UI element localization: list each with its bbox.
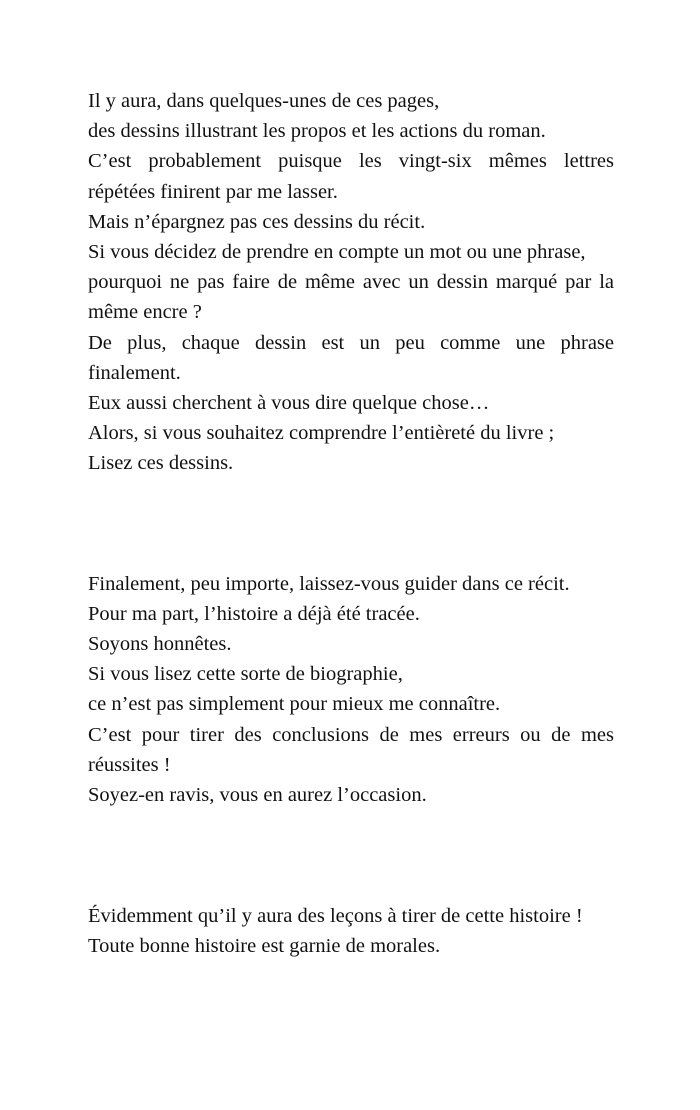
text-line: Finalement, peu importe, laissez-vous guider dans ce récit.	[88, 572, 570, 595]
text-line: pourquoi ne pas faire de même avec un dessin marqué par la même encre ?	[88, 271, 614, 324]
text-line: des dessins illustrant les propos et les actions du roman.	[88, 120, 546, 143]
text-line: Toute bonne histoire est garnie de morales.	[88, 935, 441, 958]
text-line: Il y aura, dans quelques-unes de ces pages,	[88, 90, 440, 112]
text-line: Si vous lisez cette sorte de biographie,	[88, 663, 403, 686]
text-line: Évidemment qu’il y aura des leçons à tirer de cette histoire !	[88, 905, 583, 928]
paragraph-guidance	[88, 569, 614, 811]
book-page	[88, 86, 614, 962]
text-line: Eux aussi cherchent à vous dire quelque chose…	[88, 392, 490, 415]
text-line: ce n’est pas simplement pour mieux me connaître.	[88, 693, 501, 716]
text-line: De plus, chaque dessin est un peu comme une phrase finalement.	[88, 331, 614, 384]
text-line: Mais n’épargnez pas ces dessins du récit.	[88, 210, 426, 233]
text-line: Soyez-en ravis, vous en aurez l’occasion.	[88, 784, 427, 807]
text-line: C’est probablement puisque les vingt-six mêmes lettres répétées finirent par me lasser.	[88, 150, 614, 203]
text-line: Alors, si vous souhaitez comprendre l’entièreté du livre ;	[88, 422, 555, 445]
paragraph-spacer	[88, 810, 614, 901]
text-line: Si vous décidez de prendre en compte un mot ou une phrase,	[88, 241, 586, 264]
text-line: Pour ma part, l’histoire a déjà été tracée.	[88, 602, 420, 625]
text-line: Soyons honnêtes.	[88, 633, 232, 656]
paragraph-spacer	[88, 479, 614, 569]
paragraph-drawings	[88, 86, 614, 479]
paragraph-morals	[88, 901, 614, 961]
text-line: Lisez ces dessins.	[88, 452, 234, 475]
text-line: C’est pour tirer des conclusions de mes erreurs ou de mes réussites !	[88, 723, 614, 776]
